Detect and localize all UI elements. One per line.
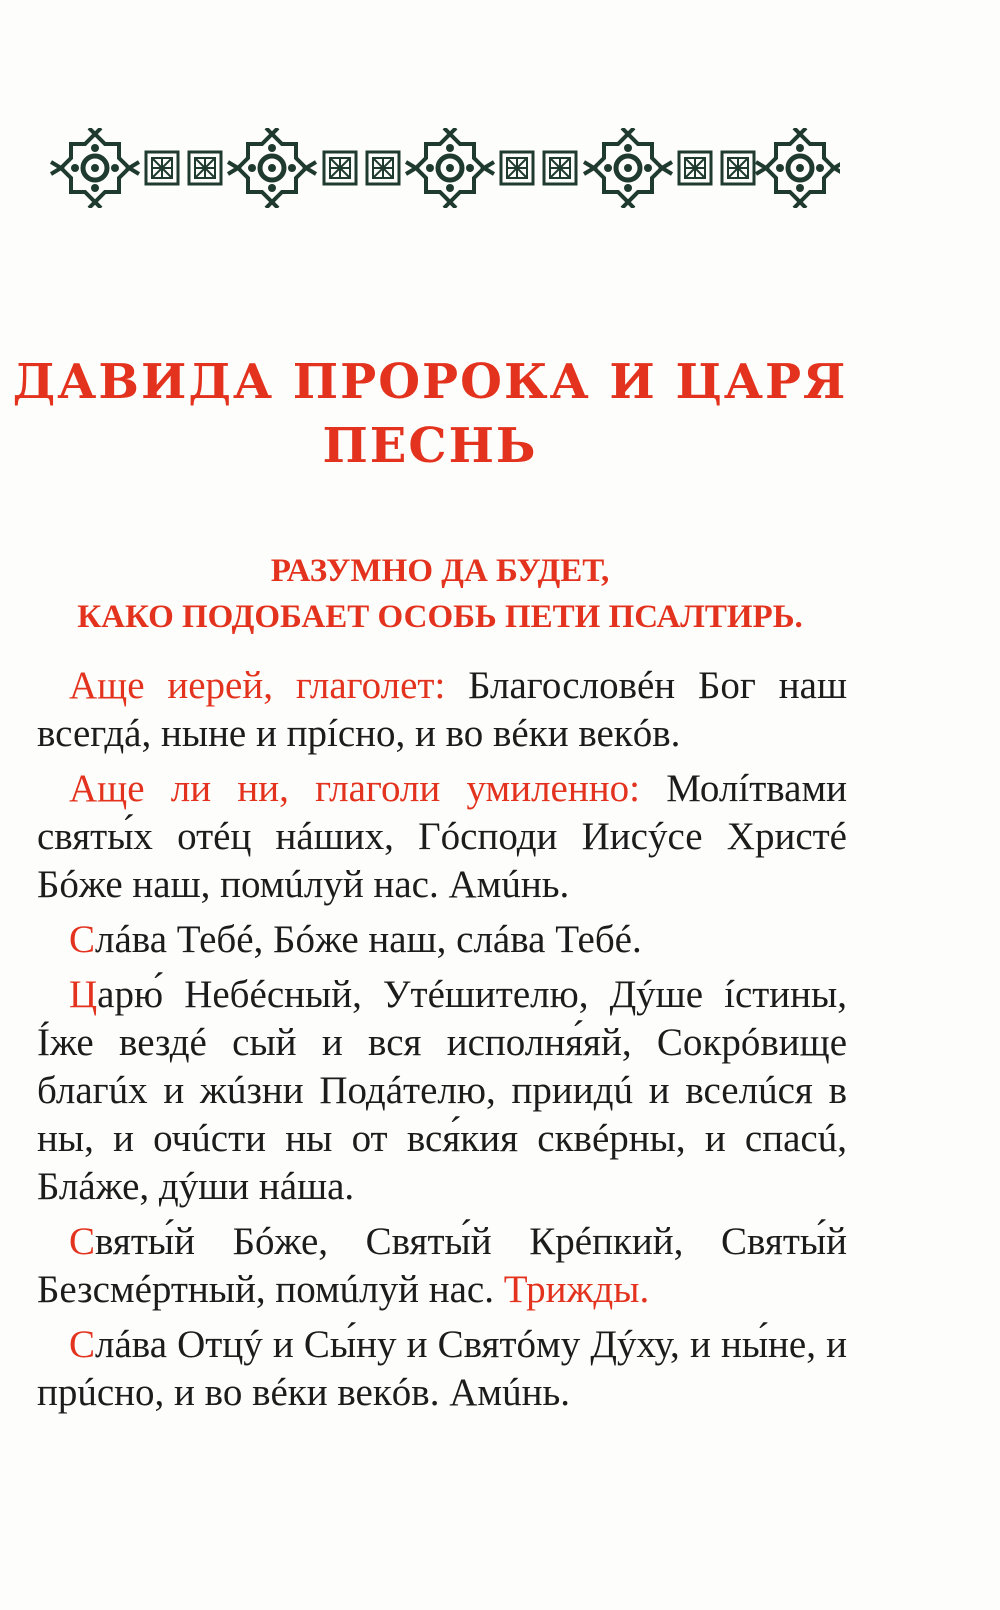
paragraph-text: лáва Тебé, Бóже наш, слáва Тебé.: [95, 918, 642, 961]
paragraph-layman: [37, 765, 847, 909]
ornament-band-icon: [50, 128, 840, 208]
rubric-thrice: Трижды.: [503, 1268, 650, 1311]
prayer-text: [37, 662, 847, 1424]
paragraph-heavenly-king: [37, 971, 847, 1211]
paragraph-trisagion: [37, 1218, 847, 1314]
paragraph-glory: [37, 916, 847, 964]
paragraph-text: Молíтвами святы́х отéц нáших, Гóсподи Иисýсе Христé Бóже наш, помúлуй нас. Амúнь.: [37, 767, 848, 906]
initial-letter: С: [69, 1220, 96, 1263]
paragraph-text: лáва Отцý и Сы́ну и Святóму Дýху, и ны́не, и прúсно, и во вéки векóв. Амúнь.: [37, 1323, 847, 1414]
page-title: [0, 350, 860, 478]
paragraph-text: вяты́й Бóже, Святы́й Крéпкий, Святы́й Безсмéртный, помúлуй нас.: [37, 1220, 847, 1311]
initial-letter: С: [69, 918, 96, 961]
paragraph-doxology: [37, 1321, 847, 1417]
paragraph-priest: [37, 662, 847, 758]
subtitle-line-2: КАКО ПОДОБАЕТ ОСОБЬ ПЕТИ ПСАЛТИРЬ.: [77, 599, 803, 635]
title-line-2: ПЕСНЬ: [322, 418, 538, 474]
rubric: Аще ли ни, глаголи умиленно:: [69, 767, 640, 810]
title-line-1: ДАВИДА ПРОРОКА И ЦАРЯ: [12, 354, 848, 410]
paragraph-text: Благословéн Бог наш всегдá, нынe и прíсно, и во вéки векóв.: [37, 664, 847, 755]
subtitle-line-1: РАЗУМНО ДА БУДЕТ,: [270, 553, 610, 589]
initial-letter: Ц: [69, 973, 98, 1016]
page-subtitle: [0, 548, 880, 640]
initial-letter: С: [69, 1323, 96, 1366]
rubric: Аще иерей, глаголет:: [69, 664, 446, 707]
paragraph-text: арю́ Небéсный, Утéшителю, Дýше íстины, Íже вездé сый и вся исполня́яй, Сокрóвище благúх и жúзни Подáтелю, приидú и вселúся в ны, и очúсти ны от вся́кия сквéрны, и спасú, Блáже, дýши нáша.: [37, 973, 847, 1208]
